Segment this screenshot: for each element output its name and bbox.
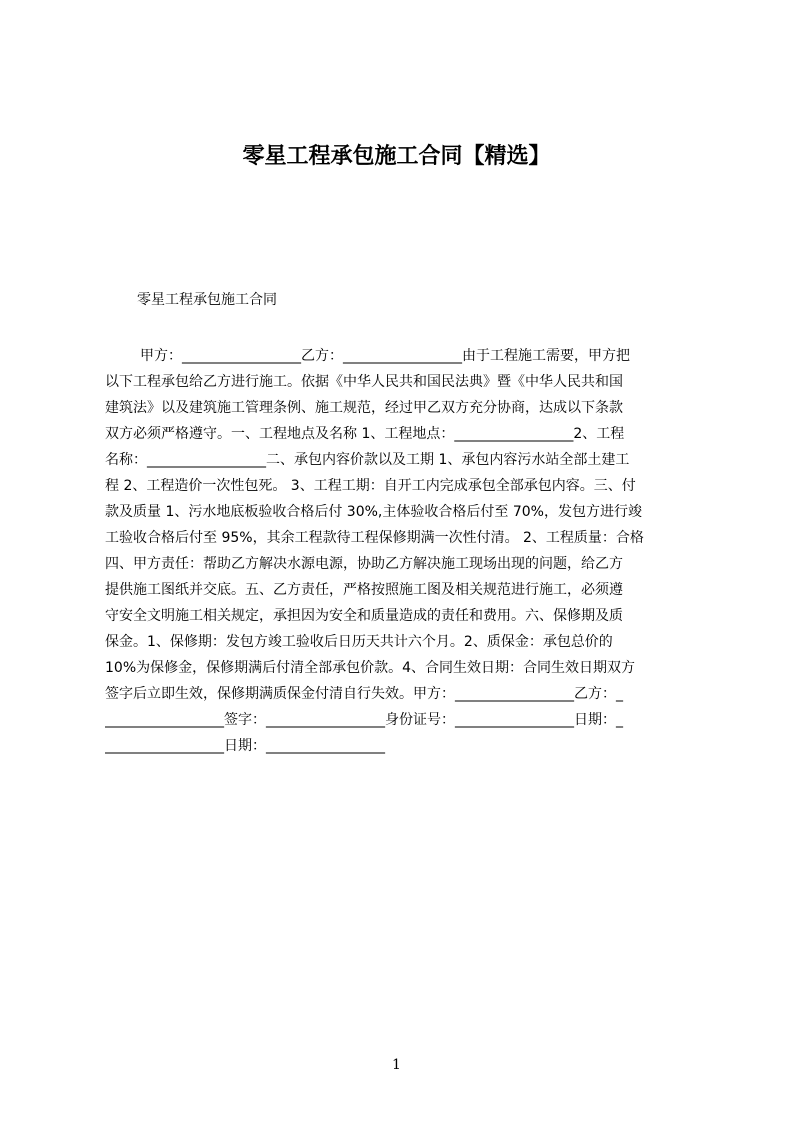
body-line: 名称：_________________二、承包内容价款以及工期 1、承包内容污水站全部土建工: [105, 452, 630, 468]
body-line: 工验收合格后付至 95%，其余工程款待工程保修期满一次性付清。 2、工程质量：合格: [105, 530, 644, 546]
body-line: _________________签字：_________________身份证号：_________________日期：_: [105, 712, 623, 728]
body-line: 保金。1、保修期：发包方竣工验收后日历天共计六个月。2、质保金：承包总价的: [105, 634, 613, 650]
page-number: 1: [392, 1057, 401, 1073]
body-line: 建筑法》以及建筑施工管理条例、施工规范，经过甲乙双方充分协商，达成以下条款: [105, 400, 623, 416]
body-line: 以下工程承包给乙方进行施工。依据《中华人民共和国民法典》暨《中华人民共和国: [105, 374, 623, 390]
document-subtitle: 零星工程承包施工合同: [137, 292, 277, 308]
body-line: 程 2、工程造价一次性包死。 3、工程工期：自开工内完成承包全部承包内容。三、付: [105, 478, 636, 494]
body-line: 双方必须严格遵守。一、工程地点及名称 1、工程地点：_________________2、工程: [105, 426, 625, 442]
body-line: 甲方：_________________乙方：_________________由于工程施工需要，甲方把: [140, 348, 630, 364]
body-line: _________________日期：_________________: [105, 738, 385, 754]
contract-body: [105, 343, 697, 773]
body-line: 签字后立即生效，保修期满质保金付清自行失效。甲方：_________________乙方：_: [105, 686, 623, 702]
body-line: 10%为保修金，保修期满后付清全部承包价款。4、合同生效日期：合同生效日期双方: [105, 660, 636, 676]
document-title: 零星工程承包施工合同【精选】: [242, 144, 551, 169]
body-line: 提供施工图纸并交底。五、乙方责任，严格按照施工图及相关规范进行施工，必须遵: [105, 582, 623, 598]
body-line: 款及质量 1、污水地底板验收合格后付 30%,主体验收合格后付至 70%，发包方进行竣: [105, 504, 642, 520]
body-line: 守安全文明施工相关规定，承担因为安全和质量造成的责任和费用。六、保修期及质: [105, 608, 623, 624]
body-line: 四、甲方责任：帮助乙方解决水源电源，协助乙方解决施工现场出现的问题，给乙方: [105, 556, 623, 572]
